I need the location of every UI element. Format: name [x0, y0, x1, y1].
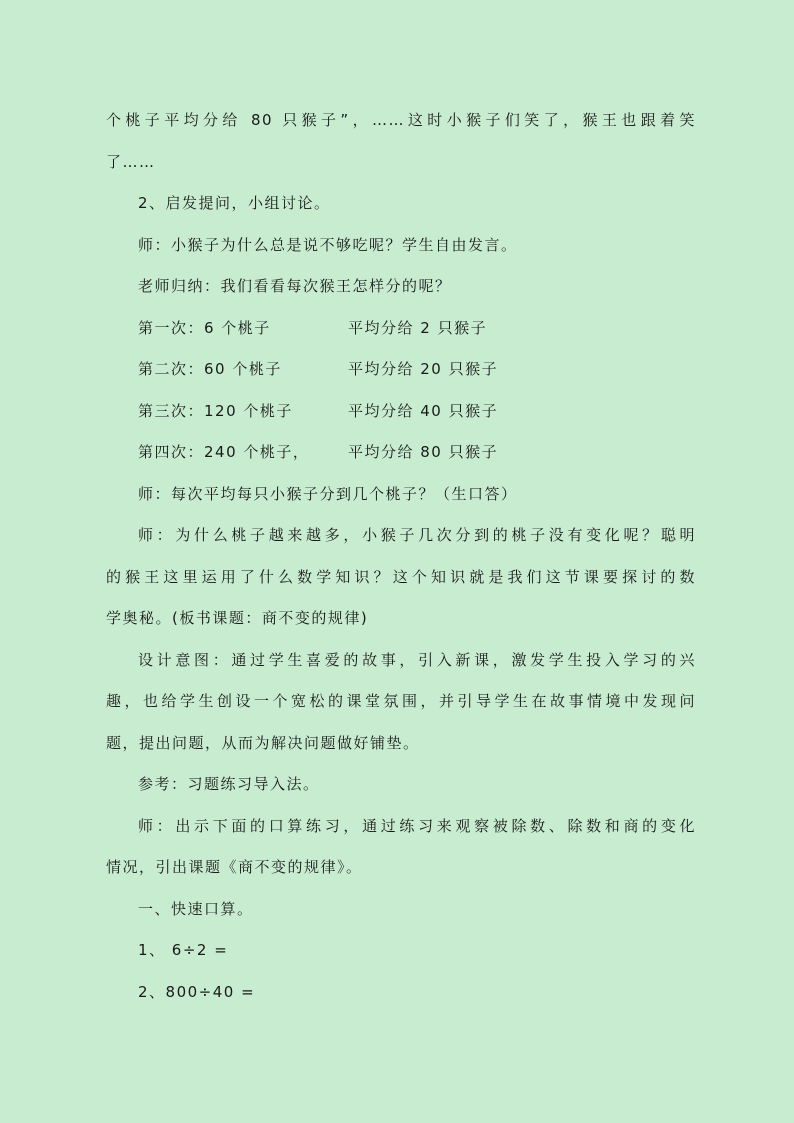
paragraph-line: 了…… [106, 152, 156, 171]
paragraph-line: 师：每次平均每只小猴子分到几个桃子？（生口答） [138, 484, 518, 503]
paragraph-line: 的猴王这里运用了什么数学知识？这个知识就是我们这节课要探讨的数 [106, 567, 696, 586]
division-row [106, 308, 696, 350]
division-row-monkeys: 平均分给 80 只猴子 [348, 443, 499, 461]
paragraph-line: 情况，引出课题《商不变的规律》。 [106, 858, 363, 876]
exercise-item: 1、 6÷2 = [138, 941, 229, 959]
section-heading: 一、快速口算。 [138, 899, 254, 918]
division-row [106, 349, 696, 391]
paragraph-line: 个桃子平均分给 80 只猴子”，……这时小猴子们笑了，猴王也跟着笑 [106, 111, 696, 129]
division-row-peaches: 第二次：60 个桃子 [138, 360, 282, 378]
paragraph-line: 师：小猴子为什么总是说不够吃呢？学生自由发言。 [138, 235, 518, 254]
paragraph-line: 学奥秘。(板书课题：商不变的规律) [106, 609, 369, 627]
division-row-peaches: 第一次：6 个桃子 [138, 318, 271, 337]
exercise-item: 2、800÷40 = [138, 982, 256, 1001]
paragraph-line: 老师归纳：我们看看每次猴王怎样分的呢？ [138, 277, 452, 295]
section-heading: 2、启发提问，小组讨论。 [138, 194, 331, 212]
division-row-peaches: 第三次：120 个桃子 [138, 401, 293, 420]
division-row-monkeys: 平均分给 2 只猴子 [348, 318, 488, 337]
division-row-peaches: 第四次：240 个桃子， [138, 443, 310, 461]
paragraph-line: 题，提出问题，从而为解决问题做好铺垫。 [106, 733, 420, 752]
paragraph-line: 趣，也给学生创设一个宽松的课堂氛围，并引导学生在故事情境中发现问 [106, 692, 696, 710]
division-row-monkeys: 平均分给 20 只猴子 [348, 360, 499, 378]
paragraph-line: 设计意图：通过学生喜爱的故事，引入新课，激发学生投入学习的兴 [138, 650, 696, 669]
document-body [106, 100, 696, 1013]
division-row [106, 432, 696, 474]
paragraph-line: 师：为什么桃子越来越多，小猴子几次分到的桃子没有变化呢？聪明 [138, 526, 696, 544]
paragraph-line: 师：出示下面的口算练习，通过练习来观察被除数、除数和商的变化 [138, 816, 696, 835]
paragraph-line: 参考：习题练习导入法。 [138, 775, 320, 793]
division-row [106, 391, 696, 433]
division-row-monkeys: 平均分给 40 只猴子 [348, 401, 499, 420]
